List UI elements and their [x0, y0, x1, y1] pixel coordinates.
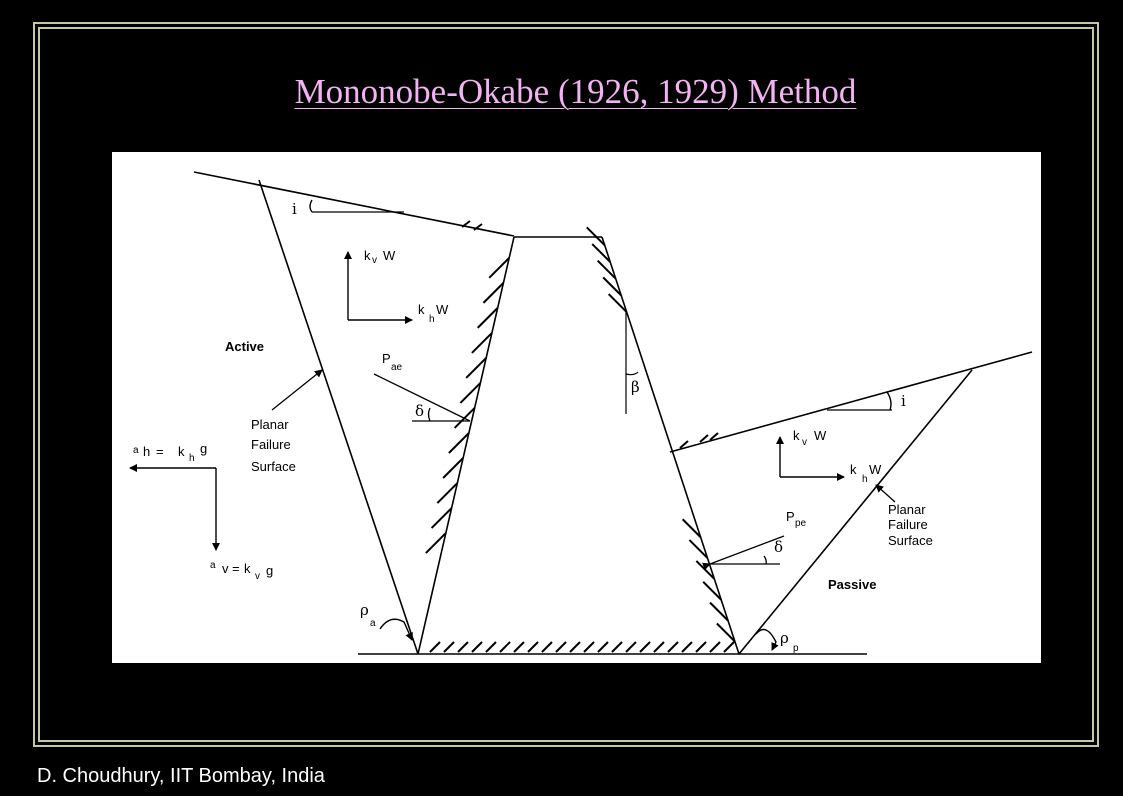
- footer-credit: D. Choudhury, IIT Bombay, India: [37, 765, 325, 787]
- base-hatch: [612, 642, 622, 652]
- base-hatch: [668, 642, 678, 652]
- base-hatch: [682, 642, 692, 652]
- failure-label-active: [251, 370, 322, 474]
- left-backfill-surface: [194, 172, 514, 236]
- ah-label: [133, 441, 207, 464]
- base-hatch: [710, 642, 720, 652]
- base-hatch: [486, 642, 496, 652]
- passive-label: Passive: [828, 577, 877, 592]
- base-hatch: [640, 642, 650, 652]
- svg-text:=: =: [232, 561, 240, 576]
- ground-lines: [194, 172, 1032, 654]
- rho-p-sub: p: [793, 643, 799, 654]
- delta-right-label: δ: [774, 538, 784, 556]
- angle-beta: [626, 312, 640, 414]
- rho-p-angle: [756, 629, 799, 654]
- ppe-sub: pe: [795, 518, 807, 529]
- right-ground-surface: [670, 352, 1032, 452]
- failure-label-passive: [876, 485, 933, 548]
- inertia-axes-left: [348, 252, 412, 320]
- svg-text:k: k: [244, 561, 251, 576]
- ppe-force: [710, 536, 784, 564]
- base-hatch: [542, 642, 552, 652]
- svg-text:=: =: [156, 444, 164, 459]
- ground-hatch: [700, 435, 708, 442]
- svg-text:Planar: Planar: [251, 417, 289, 432]
- pae-p: P: [382, 351, 391, 366]
- base-hatch: [472, 642, 482, 652]
- svg-text:k: k: [178, 444, 185, 459]
- svg-text:Failure: Failure: [251, 437, 291, 452]
- base-hatch: [724, 642, 734, 652]
- inertia-axes-right: [780, 437, 844, 477]
- base-hatch: [444, 642, 454, 652]
- svg-text:a: a: [133, 445, 139, 456]
- svg-text:Planar: Planar: [888, 502, 926, 517]
- base-hatch: [430, 642, 440, 652]
- base-hatch: [528, 642, 538, 652]
- active-label: Active: [225, 339, 265, 354]
- base-hatch: [696, 642, 706, 652]
- khw-left-sub: h: [429, 314, 435, 325]
- pae-sub: ae: [391, 362, 403, 373]
- svg-text:v: v: [222, 561, 229, 576]
- beta-label: β: [631, 378, 640, 396]
- av-label: [210, 560, 273, 582]
- rho-a-sub: a: [370, 618, 376, 629]
- kvw-left-w: W: [383, 248, 396, 263]
- svg-text:v: v: [255, 571, 260, 582]
- wall-back-face: [418, 237, 514, 654]
- svg-text:h: h: [189, 453, 195, 464]
- base-hatch: [654, 642, 664, 652]
- diagram-svg: [112, 152, 1041, 663]
- khw-left-w: W: [436, 302, 449, 317]
- khw-right-w: W: [869, 462, 882, 477]
- base-hatch: [556, 642, 566, 652]
- kvw-left-sub: v: [372, 255, 377, 266]
- acceleration-axes: [130, 468, 216, 550]
- svg-text:Failure: Failure: [888, 517, 928, 532]
- khw-right-sub: h: [862, 474, 868, 485]
- i-left-label: i: [292, 200, 297, 218]
- svg-text:g: g: [266, 563, 274, 578]
- mononobe-okabe-diagram: [112, 152, 1041, 663]
- svg-text:g: g: [200, 441, 208, 456]
- svg-text:Surface: Surface: [888, 533, 933, 548]
- rho-p-r: ρ: [780, 629, 789, 647]
- base-hatch: [584, 642, 594, 652]
- base-hatch: [598, 642, 608, 652]
- angle-i-right: [827, 392, 906, 410]
- wall-hatching: [426, 221, 735, 652]
- base-hatch: [570, 642, 580, 652]
- base-hatch: [458, 642, 468, 652]
- kvw-right-sub: v: [802, 437, 807, 448]
- wall-front-face: [602, 237, 739, 654]
- rho-a-r: ρ: [360, 601, 369, 619]
- base-hatch: [626, 642, 636, 652]
- khw-right-k: k: [850, 462, 857, 477]
- base-hatch: [500, 642, 510, 652]
- svg-text:Surface: Surface: [251, 459, 296, 474]
- delta-left-label: δ: [415, 402, 425, 420]
- i-right-label: i: [901, 392, 906, 410]
- khw-left-k: k: [418, 302, 425, 317]
- kvw-right-w: W: [814, 428, 827, 443]
- svg-text:a: a: [210, 560, 216, 571]
- svg-text:h: h: [143, 444, 151, 459]
- ppe-p: P: [786, 509, 795, 524]
- passive-failure-plane: [739, 370, 972, 654]
- kvw-left-k: k: [364, 248, 371, 263]
- kvw-right-k: k: [793, 428, 800, 443]
- base-hatch: [514, 642, 524, 652]
- slide-title: Mononobe-Okabe (1926, 1929) Method: [294, 72, 857, 111]
- rho-a-angle: [360, 601, 412, 640]
